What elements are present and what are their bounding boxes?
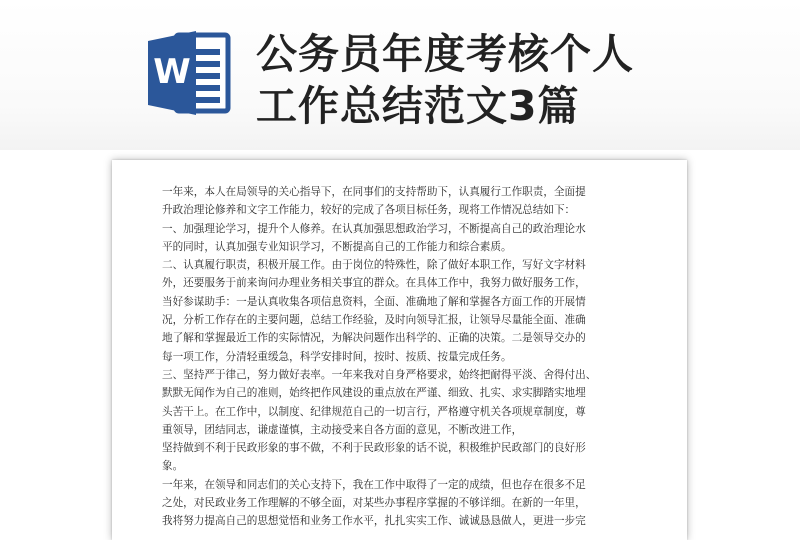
text-line: 头苦干上。在工作中，以制度、纪律规范自己的一切言行，严格遵守机关各项规章制度，尊 [162, 405, 586, 418]
title-line-2: 工作总结范文3篇 [256, 82, 580, 130]
text-line: 每一项工作，分清轻重缓急，科学安排时间，按时、按质、按量完成任务。 [162, 350, 512, 363]
text-line: 三、坚持严于律己，努力做好表率。一年来我对自身严格要求，始终把耐得平淡、舍得付出、 [162, 368, 597, 381]
text-line: 二、认真履行职责，积极开展工作。由于岗位的特殊性，除了做好本职工作，写好文字材料 [162, 259, 586, 272]
text-line: 平的同时，认真加强专业知识学习，不断提高自己的工作能力和综合素质。 [162, 240, 512, 253]
text-line: 外，还要服务于前来询问办理业务相关事宜的群众。在具体工作中，我努力做好服务工作， [162, 277, 586, 290]
title-line-1: 公务员年度考核个人 [256, 30, 634, 78]
text-line: 我将努力提高自己的思想觉悟和业务工作水平，扎扎实实工作、诚诚恳恳做人，更进一步完 [162, 515, 586, 528]
text-line: 默默无闻作为自己的准则，始终把作风建设的重点放在严谨、细致、扎实、求实脚踏实地埋 [162, 387, 586, 400]
text-line: 况，分析工作存在的主要问题，总结工作经验，及时向领导汇报，让领导尽量能全面、准确 [162, 314, 586, 327]
document-body [162, 183, 642, 531]
svg-text:W: W [153, 52, 191, 92]
text-line: 一年来，本人在局领导的关心指导下，在同事们的支持帮助下，认真履行工作职责，全面提 [162, 186, 586, 198]
word-document-icon [146, 27, 232, 119]
text-line: 当好参谋助手：一是认真收集各项信息资料，全面、准确地了解和掌握各方面工作的开展情 [162, 295, 586, 308]
page-title [256, 28, 776, 132]
document-page [112, 160, 687, 540]
text-line: 之处，对民政业务工作理解的不够全面，对某些办事程序掌握的不够详细。在新的一年里， [162, 497, 586, 510]
text-line: 一、加强理论学习，提升个人修养。在认真加强思想政治学习，不断提高自己的政治理论水 [162, 222, 586, 235]
text-line: 坚持做到不利于民政形象的事不做，不利于民政形象的话不说，积极维护民政部门的良好形 [162, 442, 586, 455]
text-line: 象。 [162, 460, 184, 473]
text-line: 地了解和掌握最近工作的实际情况，为解决问题作出科学的、正确的决策。二是领导交办的 [162, 332, 586, 345]
header-banner [0, 0, 800, 150]
text-line: 重领导，团结同志，谦虚谨慎，主动接受来自各方面的意见，不断改进工作， [162, 423, 523, 436]
text-line: 一年来，在领导和同志们的关心支持下，我在工作中取得了一定的成绩，但也存在很多不足 [162, 478, 586, 491]
text-line: 升政治理论修养和文字工作能力，较好的完成了各项目标任务，现将工作情况总结如下： [162, 204, 576, 217]
